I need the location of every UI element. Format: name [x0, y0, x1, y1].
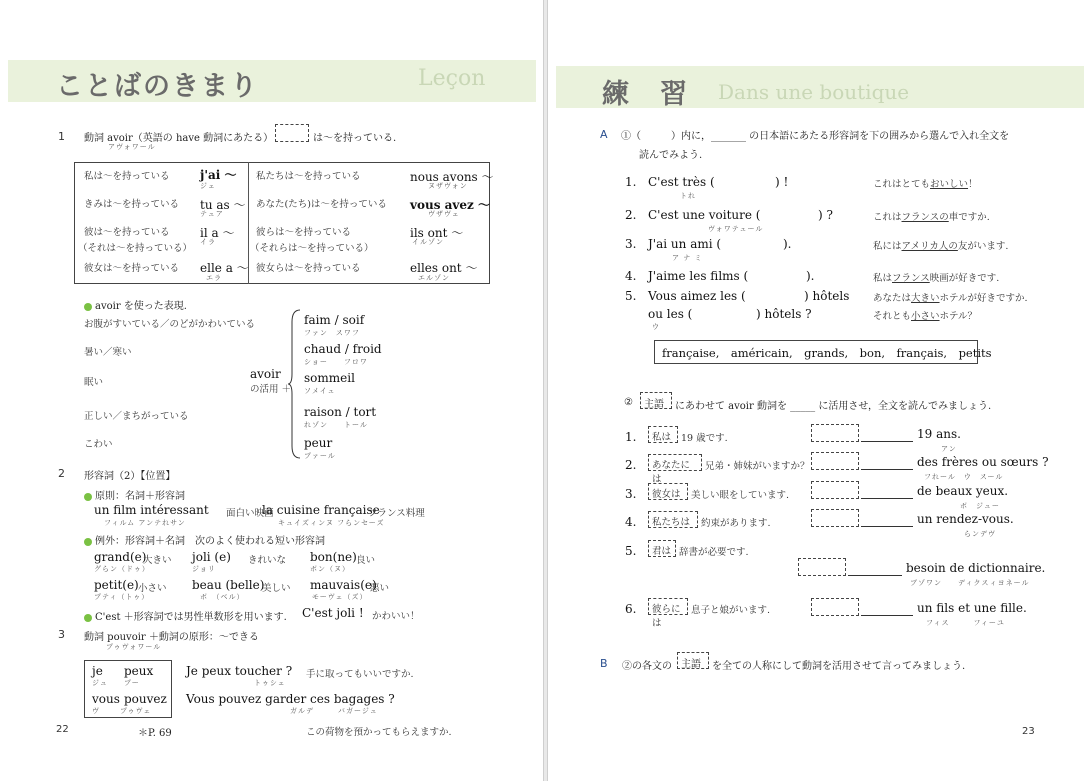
expr-heading: avoir を使った表現.	[84, 297, 187, 312]
left-page	[0, 0, 544, 781]
expr-jp: 暑い／寒い	[84, 347, 132, 358]
exercise-number: 5.	[625, 544, 637, 558]
page-title: ことばのきまり	[56, 71, 259, 102]
ruby: ジェ	[200, 182, 216, 190]
subject-box: 主語	[677, 652, 709, 669]
ruby: エラ	[206, 274, 222, 282]
exercise-fr-end: ) !	[775, 175, 789, 189]
avoir-sub: の活用 ＋	[250, 384, 292, 395]
ruby: ガルデ バガージュ	[290, 707, 378, 715]
rule-2: 例外：形容詞＋名詞 次のよく使われる短い形容詞	[84, 532, 325, 547]
ruby: アン	[941, 445, 957, 453]
table-cell-jp: 私は〜を持っている	[84, 171, 170, 182]
exercise-fr: des frères ou sœurs ?	[917, 455, 1049, 469]
verb-form: peux	[124, 664, 154, 678]
ruby: ブゾワン ディクスィヨネール	[910, 579, 1030, 587]
ruby: プゥヴェ	[120, 707, 152, 715]
exercise-jp: 息子と娘がいます.	[691, 605, 771, 616]
ruby: ショー フロワ	[304, 358, 368, 366]
ruby: ボン（ヌ）	[310, 565, 350, 573]
expr-fr: sommeil	[304, 371, 355, 385]
ruby: ヴ	[92, 707, 100, 715]
example-jp: 手に取ってもいいですか.	[306, 669, 414, 680]
expr-jp: お腹がすいている／のどがかわいている	[84, 319, 256, 330]
adjective-jp: きれいな	[248, 555, 287, 566]
bullet-icon	[84, 493, 92, 501]
verb-form: pouvez	[124, 692, 167, 706]
right-page	[547, 0, 1091, 781]
ruby: グらン（ドゥ）	[94, 565, 150, 573]
exercise-jp: 辞書が必要です.	[679, 547, 749, 558]
item1-text: 動詞 avoir（英語の have 動詞にあたる）	[84, 133, 274, 144]
table-cell-fr: il a 〜	[200, 226, 235, 240]
bullet-icon	[84, 538, 92, 546]
adjective-jp: 悪い	[370, 583, 390, 594]
table-cell-fr: elle a 〜	[200, 261, 249, 275]
table-cell-jp: 私たちは〜を持っている	[256, 171, 361, 182]
answer-box[interactable]	[811, 509, 859, 527]
instruction: にあわせて avoir 動詞を _____ に活用させ，全文を読んでみましょう.	[675, 401, 992, 412]
expr-jp: 正しい／まちがっている	[84, 411, 189, 422]
example-jp: この荷物を預かってもらえますか.	[306, 727, 452, 738]
ruby: アヴォワール	[108, 143, 156, 151]
answer-box[interactable]	[811, 424, 859, 442]
subject-box: 彼らには	[648, 598, 688, 615]
exercise-fr: J'aime les films (	[648, 269, 749, 283]
adjective-jp: 大きい	[143, 555, 172, 566]
instruction: 読んでみよう.	[639, 150, 703, 161]
exercise-number: 3.	[625, 237, 637, 251]
rule-1: 原則：名詞＋形容詞	[84, 487, 185, 502]
ruby: ヴザヴェ	[428, 210, 460, 218]
ruby: モーヴェ（ズ）	[312, 593, 368, 601]
adjective-fr: grand(e)	[94, 550, 147, 564]
ruby: ソメイュ	[304, 387, 336, 395]
ruby: プー	[124, 679, 140, 687]
exercise-jp: これはフランスの車ですか.	[873, 212, 990, 223]
table-cell-jp: 彼は〜を持っている	[84, 227, 170, 238]
section-label-a: A	[600, 128, 608, 141]
ruby: ウ	[652, 323, 660, 331]
page-number: 22	[56, 724, 69, 735]
exercise-jp: あなたは大きいホテルが好きですか.	[873, 293, 1028, 304]
exercise-fr: Vous aimez les (	[648, 289, 746, 303]
table-cell-jp: 彼女らは〜を持っている	[256, 263, 361, 274]
table-cell-jp: あなた(たち)は〜を持っている	[256, 199, 387, 210]
ruby: フィルム アンテれサン	[104, 519, 186, 527]
banner-ghost-text: Dans une boutique	[718, 80, 910, 104]
exercise-fr: 19 ans.	[917, 427, 961, 441]
exercise-number: 2.	[625, 458, 637, 472]
example-fr: la cuisine française	[262, 503, 380, 517]
ruby: ア ナ ミ	[672, 254, 703, 262]
exercise-number: 1.	[625, 175, 637, 189]
ruby: プァール	[304, 452, 336, 460]
exercise-fr: de beaux yeux.	[917, 484, 1009, 498]
ruby: キュイズィンヌ フらンセーズ	[278, 519, 385, 527]
ruby: れゾン トール	[304, 421, 368, 429]
word-choices: française, américain, grands, bon, français, petits	[662, 346, 992, 360]
table-cell-jp: きみは〜を持っている	[84, 199, 180, 210]
table-cell-fr: vous avez 〜	[410, 198, 491, 212]
banner-ghost-text: Leçon	[418, 66, 486, 91]
pronoun: je	[92, 664, 103, 678]
exercise-jp: それとも小さいホテル？	[873, 311, 978, 322]
ruby: テュア	[200, 210, 224, 218]
exercise-fr: un rendez-vous.	[917, 512, 1014, 526]
adjective-fr: petit(e)	[94, 578, 139, 592]
answer-box[interactable]	[811, 481, 859, 499]
exercise-jp: 私にはアメリカ人の友がいます.	[873, 241, 1009, 252]
exercise-fr-end: ).	[783, 237, 792, 251]
exercise-number: 1.	[625, 430, 637, 444]
expr-jp: 眠い	[84, 377, 104, 388]
exercise-number: 4.	[625, 515, 637, 529]
exercise-number: 6.	[625, 602, 637, 616]
subject-box: 主語	[640, 392, 672, 409]
instruction-2-prefix: ②	[624, 397, 633, 408]
instruction: ②の各文の	[622, 661, 672, 672]
table-cell-fr: j'ai 〜	[200, 168, 237, 182]
subject-box: 私は	[648, 426, 678, 443]
answer-line[interactable]	[861, 441, 913, 442]
item1-text-b: は〜を持っている.	[313, 133, 397, 144]
ruby: ヴォワテュール	[708, 225, 764, 233]
ruby: トれ	[680, 192, 696, 200]
bullet-icon	[84, 614, 92, 622]
example-jp: フランス料理	[368, 508, 425, 519]
item2-heading: 形容詞（2）【位置】	[84, 471, 176, 482]
adjective-fr: bon(ne)	[310, 550, 357, 564]
note-jp: かわいい！	[372, 611, 420, 622]
exercise-jp: 19 歳です.	[681, 433, 728, 444]
ruby: ボ ジュー	[960, 502, 1000, 510]
ruby: らンデヴ	[964, 530, 996, 538]
example-jp: 面白い映画	[226, 508, 274, 519]
ruby: エルゾン	[418, 274, 450, 282]
instruction: ①（ ）内に，_______ の日本語にあたる形容詞を下の囲みから選んで入れ全文を	[621, 131, 1010, 142]
page-number: 23	[1022, 726, 1035, 737]
subject-box: 私たちは	[648, 511, 698, 528]
expr-fr: chaud / froid	[304, 342, 382, 356]
table-cell-fr: elles ont 〜	[410, 261, 478, 275]
example-fr: un film intéressant	[94, 503, 209, 517]
exercise-fr: un fils et une fille.	[917, 601, 1027, 615]
item-number: 1	[58, 130, 65, 143]
exercise-fr: C'est très (	[648, 175, 715, 189]
pronoun: vous	[92, 692, 120, 706]
ruby: プティ（トゥ）	[94, 593, 150, 601]
ruby: ヌザヴォン	[428, 182, 468, 190]
exercise-jp: 約束があります.	[701, 518, 771, 529]
title-banner	[556, 66, 1084, 108]
ruby: プゥヴォワール	[106, 643, 162, 651]
subject-box: 君は	[648, 540, 676, 557]
ruby: ボ （ベル）	[200, 593, 245, 601]
exercise-jp: 私はフランス映画が好きです.	[873, 273, 1000, 284]
page-title: 練 習	[602, 79, 689, 110]
page-reference: ＊P. 69	[138, 728, 172, 739]
ruby: ジュ	[92, 679, 108, 687]
exercise-jp: 兄弟・姉妹がいますか？	[705, 461, 810, 472]
subject-box: 彼女は	[648, 483, 688, 500]
exercise-fr: C'est une voiture (	[648, 208, 761, 222]
ruby: トゥシェ	[254, 679, 286, 687]
ruby: ジョリ	[192, 565, 216, 573]
brace-icon	[288, 308, 302, 460]
expr-jp: こわい	[84, 439, 113, 450]
table-cell-jp: （それらは〜を持っている）	[250, 243, 374, 254]
answer-line[interactable]	[861, 526, 913, 527]
instruction: を全ての人称にして動詞を活用させて言ってみましょう.	[712, 661, 966, 672]
answer-line[interactable]	[861, 498, 913, 499]
exercise-fr-end: ) hôtels ?	[756, 307, 812, 321]
exercise-fr: ou les (	[648, 307, 693, 321]
ruby: ファン スワフ	[304, 329, 360, 337]
exercise-fr: besoin de dictionnaire.	[906, 561, 1046, 575]
exercise-jp: 美しい眼をしています.	[691, 490, 790, 501]
exercise-number: 4.	[625, 269, 637, 283]
table-cell-jp: 彼女は〜を持っている	[84, 263, 180, 274]
blank-box	[275, 124, 309, 142]
section-label-b: B	[600, 657, 608, 670]
item-number: 2	[58, 467, 65, 480]
answer-box[interactable]	[811, 452, 859, 470]
example-fr: Vous pouvez garder ces bagages ?	[186, 692, 395, 706]
table-cell-jp: （それは〜を持っている）	[78, 243, 193, 254]
exercise-number: 2.	[625, 208, 637, 222]
expr-fr: peur	[304, 436, 333, 450]
ruby: イルゾン	[412, 238, 444, 246]
avoir-label: avoir	[250, 367, 281, 381]
table-cell-jp: 彼らは〜を持っている	[256, 227, 352, 238]
answer-line[interactable]	[861, 615, 913, 616]
expr-fr: faim / soif	[304, 313, 365, 327]
ruby: フれール ウ スール	[924, 473, 1004, 481]
adjective-jp: 美しい	[262, 583, 291, 594]
bullet-icon	[84, 303, 92, 311]
exercise-fr-end: ) hôtels	[804, 289, 850, 303]
item3-heading: 動詞 pouvoir ＋動詞の原形：〜できる	[84, 632, 259, 643]
adjective-jp: 小さい	[138, 583, 167, 594]
exercise-fr: J'ai un ami (	[648, 237, 722, 251]
note: C'est ＋形容詞では男性単数形を用います.	[84, 608, 287, 623]
answer-box[interactable]	[798, 558, 846, 576]
exercise-jp: これはとてもおいしい！	[873, 179, 978, 190]
table-cell-fr: ils ont 〜	[410, 226, 464, 240]
expr-fr: raison / tort	[304, 405, 377, 419]
exercise-fr-end: ).	[806, 269, 815, 283]
adjective-fr: beau (belle)	[192, 578, 265, 592]
adjective-fr: joli (e)	[192, 550, 231, 564]
answer-line[interactable]	[848, 575, 902, 576]
answer-box[interactable]	[811, 598, 859, 616]
exercise-fr-end: ) ?	[818, 208, 833, 222]
answer-line[interactable]	[861, 469, 913, 470]
table-cell-fr: nous avons 〜	[410, 170, 494, 184]
title-banner	[8, 60, 536, 102]
exercise-number: 3.	[625, 487, 637, 501]
ruby: フィス フィーユ	[926, 619, 1005, 627]
ruby: イラ	[200, 238, 216, 246]
adjective-jp: 良い	[356, 555, 376, 566]
adjective-fr: mauvais(e)	[310, 578, 377, 592]
exercise-number: 5.	[625, 289, 637, 303]
table-cell-fr: tu as 〜	[200, 198, 246, 212]
example-fr: Je peux toucher ?	[186, 664, 293, 678]
subject-box: あなたには	[648, 454, 702, 471]
note-fr: C'est joli !	[302, 606, 364, 620]
item-number: 3	[58, 628, 65, 641]
